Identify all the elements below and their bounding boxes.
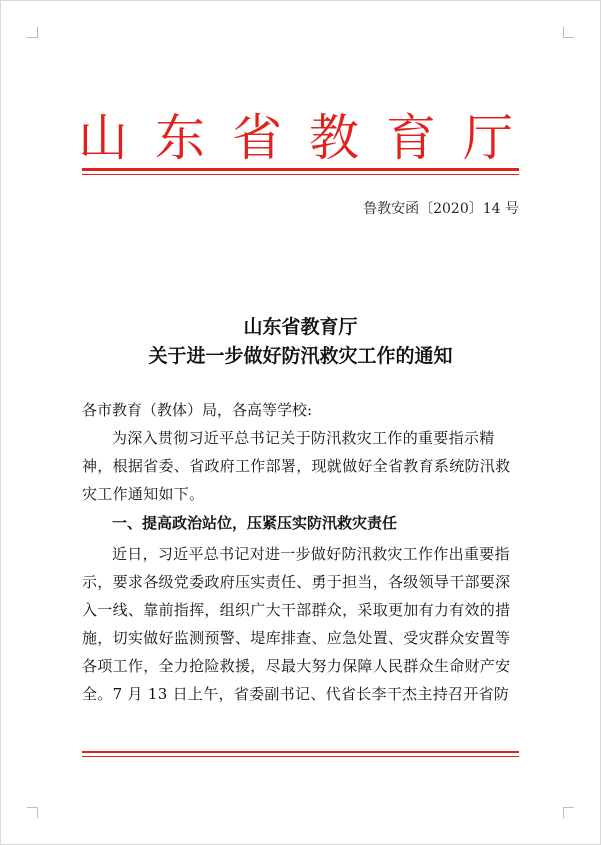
notice-title-line-1: 山东省教育厅	[243, 316, 358, 338]
footer-red-rule-thin	[82, 756, 519, 757]
section-1-heading: 一、提高政治站位，压紧压实防汛救灾责任	[112, 514, 398, 532]
header-red-rule-thin	[82, 174, 519, 175]
crop-mark-bottom-left	[27, 807, 38, 818]
crop-mark-top-left	[27, 27, 38, 38]
issuing-organization-title: 山东省教育厅	[78, 109, 540, 167]
intro-paragraph: 为深入贯彻习近平总书记关于防汛救灾工作的重要指示精神，根据省委、省政府工作部署，现就做好全省教育系统防汛救灾工作通知如下。	[82, 429, 511, 503]
header-red-rule-thick	[82, 168, 519, 171]
crop-mark-bottom-right	[563, 807, 574, 818]
crop-mark-top-right	[563, 27, 574, 38]
footer-red-rule-thick	[82, 751, 519, 753]
salutation: 各市教育（教体）局，各高等学校:	[82, 401, 313, 419]
notice-title-line-2: 关于进一步做好防汛救灾工作的通知	[148, 345, 453, 367]
document-number: 鲁教安函〔2020〕14 号	[363, 201, 519, 217]
section-1-body: 近日，习近平总书记对进一步做好防汛救灾工作作出重要指示，要求各级党委政府压实责任、勇于担当，各级领导干部要深入一线、靠前指挥，组织广大干部群众，采取更加有力有效的措施，切实做好监测预警、堤库排查、应急处置、受灾群众安置等各项工作，全力抢险救援，尽最大努力保障人民群众生命财产安全。7 月 13 日上午，省委副书记、代省长李干杰主持召开省防	[82, 545, 511, 703]
